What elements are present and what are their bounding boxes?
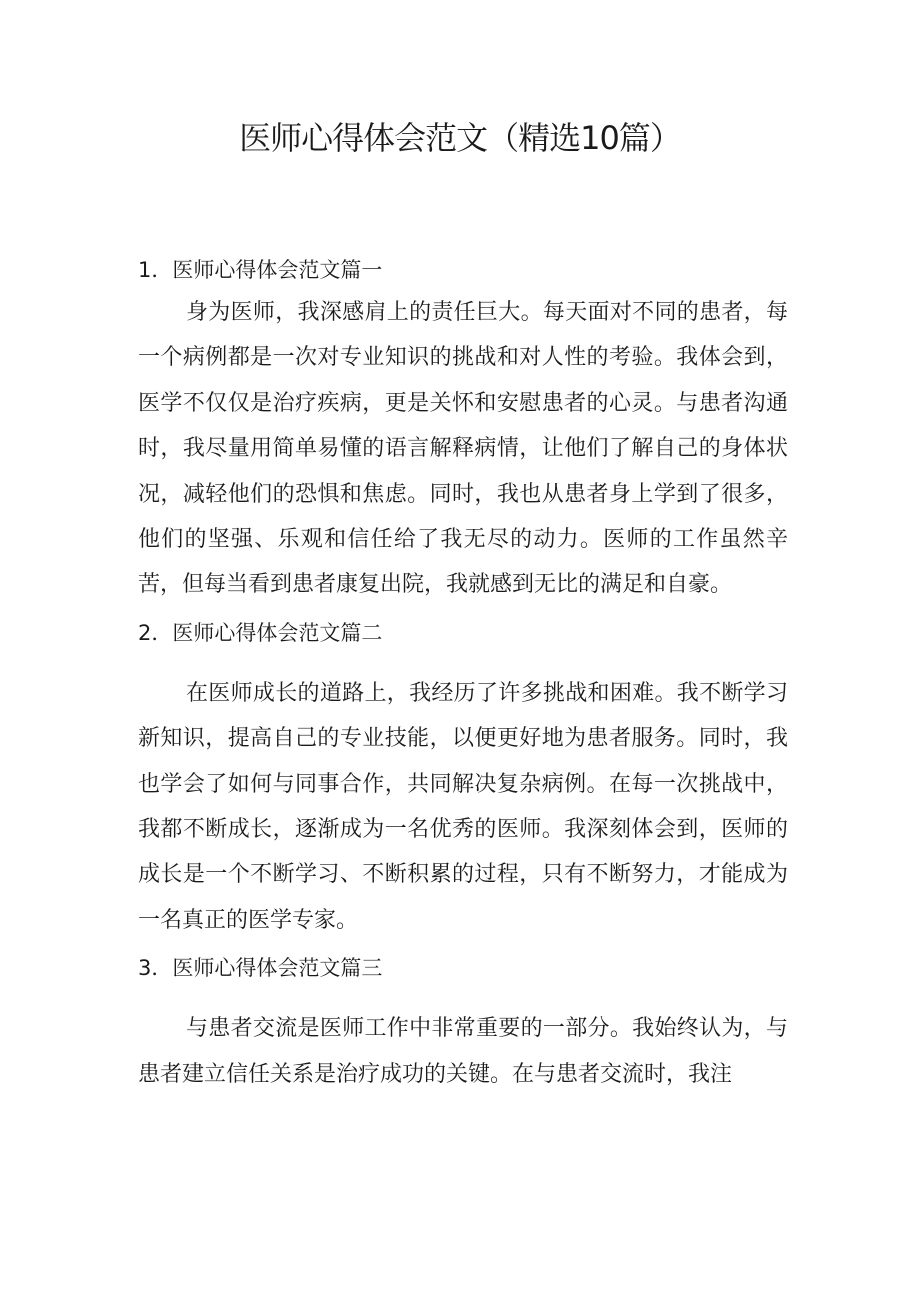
section-heading: 1．医师心得体会范文篇一 (138, 258, 383, 282)
section-1 (138, 250, 788, 608)
section-3 (138, 948, 788, 1097)
section-paragraph: 与患者交流是医师工作中非常重要的一部分。我始终认为，与患者建立信任关系是治疗成功的关键。在与患者交流时，我注 (138, 1016, 788, 1087)
document-title: 医师心得体会范文（精选10篇） (239, 119, 681, 157)
spacer (138, 653, 788, 671)
section-paragraph: 身为医师，我深感肩上的责任巨大。每天面对不同的患者，每一个病例都是一次对专业知识的挑战和对人性的考验。我体会到，医学不仅仅是治疗疾病，更是关怀和安慰患者的心灵。与患者沟通时，我尽量用简单易懂的语言解释病情，让他们了解自己的身体状况，减轻他们的恐惧和焦虑。同时，我也从患者身上学到了很多，他们的坚强、乐观和信任给了我无尽的动力。医师的工作虽然辛苦，但每当看到患者康复出院，我就感到无比的满足和自豪。 (138, 300, 788, 598)
section-heading: 2．医师心得体会范文篇二 (138, 620, 383, 645)
section-heading: 3．医师心得体会范文篇三 (138, 956, 383, 981)
document-body (138, 250, 788, 1097)
spacer (138, 988, 788, 1006)
section-paragraph: 在医师成长的道路上，我经历了许多挑战和困难。我不断学习新知识，提高自己的专业技能，以便更好地为患者服务。同时，我也学会了如何与同事合作，共同解决复杂病例。在每一次挑战中，我都不断成长，逐渐成为一名优秀的医师。我深刻体会到，医师的成长是一个不断学习、不断积累的过程，只有不断努力，才能成为一名真正的医学专家。 (138, 680, 788, 933)
section-2 (138, 613, 788, 943)
